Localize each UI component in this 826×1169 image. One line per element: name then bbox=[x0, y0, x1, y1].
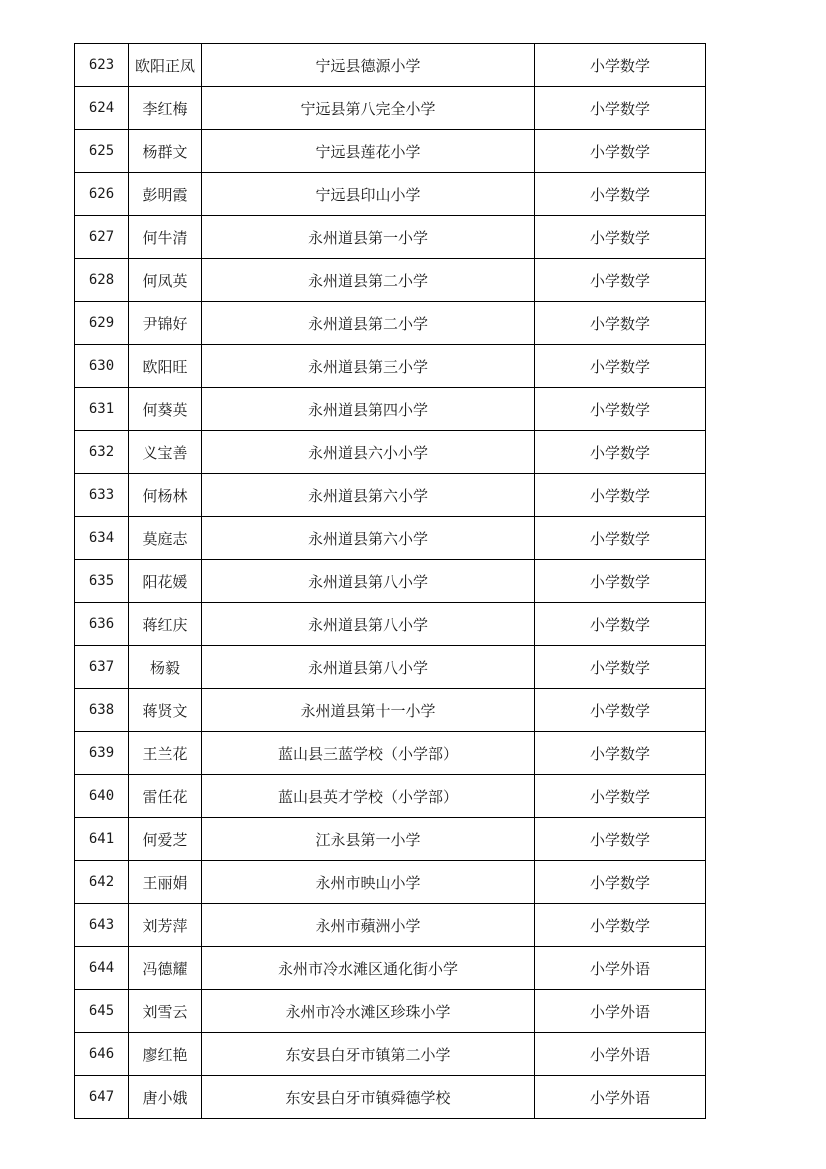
teacher-name-cell: 刘雪云 bbox=[129, 990, 202, 1033]
subject-cell: 小学数学 bbox=[535, 517, 706, 560]
teacher-name-cell: 何爱芝 bbox=[129, 818, 202, 861]
teacher-name-cell: 唐小娥 bbox=[129, 1076, 202, 1119]
subject-cell: 小学数学 bbox=[535, 431, 706, 474]
row-number-cell: 641 bbox=[75, 818, 129, 861]
school-name-cell: 永州道县第六小学 bbox=[202, 474, 535, 517]
roster-body bbox=[75, 44, 706, 1119]
table-row bbox=[75, 904, 706, 947]
row-number-cell: 625 bbox=[75, 130, 129, 173]
row-number-cell: 646 bbox=[75, 1033, 129, 1076]
subject-cell: 小学外语 bbox=[535, 1076, 706, 1119]
teacher-name-cell: 刘芳萍 bbox=[129, 904, 202, 947]
subject-cell: 小学数学 bbox=[535, 689, 706, 732]
subject-cell: 小学数学 bbox=[535, 560, 706, 603]
school-name-cell: 蓝山县英才学校（小学部） bbox=[202, 775, 535, 818]
teacher-name-cell: 雷任花 bbox=[129, 775, 202, 818]
subject-cell: 小学数学 bbox=[535, 474, 706, 517]
table-row bbox=[75, 388, 706, 431]
teacher-name-cell: 何杨林 bbox=[129, 474, 202, 517]
table-row bbox=[75, 517, 706, 560]
teacher-name-cell: 何牛清 bbox=[129, 216, 202, 259]
teacher-name-cell: 蒋红庆 bbox=[129, 603, 202, 646]
school-name-cell: 宁远县莲花小学 bbox=[202, 130, 535, 173]
school-name-cell: 东安县白牙市镇舜德学校 bbox=[202, 1076, 535, 1119]
table-row bbox=[75, 818, 706, 861]
teacher-name-cell: 义宝善 bbox=[129, 431, 202, 474]
table-row bbox=[75, 990, 706, 1033]
table-row bbox=[75, 302, 706, 345]
school-name-cell: 永州道县第八小学 bbox=[202, 646, 535, 689]
row-number-cell: 633 bbox=[75, 474, 129, 517]
subject-cell: 小学数学 bbox=[535, 173, 706, 216]
teacher-name-cell: 廖红艳 bbox=[129, 1033, 202, 1076]
teacher-name-cell: 彭明霞 bbox=[129, 173, 202, 216]
table-row bbox=[75, 1076, 706, 1119]
table-row bbox=[75, 732, 706, 775]
subject-cell: 小学数学 bbox=[535, 130, 706, 173]
row-number-cell: 643 bbox=[75, 904, 129, 947]
subject-cell: 小学数学 bbox=[535, 216, 706, 259]
table-row bbox=[75, 345, 706, 388]
school-name-cell: 永州道县第二小学 bbox=[202, 302, 535, 345]
table-row bbox=[75, 646, 706, 689]
row-number-cell: 645 bbox=[75, 990, 129, 1033]
row-number-cell: 624 bbox=[75, 87, 129, 130]
school-name-cell: 宁远县第八完全小学 bbox=[202, 87, 535, 130]
table-row bbox=[75, 173, 706, 216]
subject-cell: 小学数学 bbox=[535, 861, 706, 904]
row-number-cell: 642 bbox=[75, 861, 129, 904]
teacher-name-cell: 王丽娟 bbox=[129, 861, 202, 904]
school-name-cell: 永州道县第十一小学 bbox=[202, 689, 535, 732]
table-row bbox=[75, 87, 706, 130]
row-number-cell: 638 bbox=[75, 689, 129, 732]
row-number-cell: 623 bbox=[75, 44, 129, 87]
teacher-name-cell: 王兰花 bbox=[129, 732, 202, 775]
row-number-cell: 634 bbox=[75, 517, 129, 560]
teacher-name-cell: 杨群文 bbox=[129, 130, 202, 173]
table-row bbox=[75, 560, 706, 603]
subject-cell: 小学数学 bbox=[535, 775, 706, 818]
teacher-name-cell: 欧阳正凤 bbox=[129, 44, 202, 87]
subject-cell: 小学数学 bbox=[535, 259, 706, 302]
teacher-name-cell: 李红梅 bbox=[129, 87, 202, 130]
school-name-cell: 江永县第一小学 bbox=[202, 818, 535, 861]
teacher-name-cell: 何葵英 bbox=[129, 388, 202, 431]
school-name-cell: 永州市映山小学 bbox=[202, 861, 535, 904]
subject-cell: 小学外语 bbox=[535, 947, 706, 990]
school-name-cell: 永州道县第四小学 bbox=[202, 388, 535, 431]
school-name-cell: 宁远县德源小学 bbox=[202, 44, 535, 87]
teacher-name-cell: 莫庭志 bbox=[129, 517, 202, 560]
teacher-name-cell: 尹锦好 bbox=[129, 302, 202, 345]
subject-cell: 小学数学 bbox=[535, 44, 706, 87]
row-number-cell: 644 bbox=[75, 947, 129, 990]
row-number-cell: 628 bbox=[75, 259, 129, 302]
school-name-cell: 永州市冷水滩区通化街小学 bbox=[202, 947, 535, 990]
school-name-cell: 永州道县第一小学 bbox=[202, 216, 535, 259]
school-name-cell: 永州道县第二小学 bbox=[202, 259, 535, 302]
table-row bbox=[75, 861, 706, 904]
table-row bbox=[75, 431, 706, 474]
teacher-name-cell: 欧阳旺 bbox=[129, 345, 202, 388]
row-number-cell: 635 bbox=[75, 560, 129, 603]
row-number-cell: 631 bbox=[75, 388, 129, 431]
school-name-cell: 东安县白牙市镇第二小学 bbox=[202, 1033, 535, 1076]
subject-cell: 小学数学 bbox=[535, 603, 706, 646]
subject-cell: 小学外语 bbox=[535, 990, 706, 1033]
subject-cell: 小学数学 bbox=[535, 818, 706, 861]
row-number-cell: 632 bbox=[75, 431, 129, 474]
table-row bbox=[75, 689, 706, 732]
row-number-cell: 626 bbox=[75, 173, 129, 216]
teacher-name-cell: 杨毅 bbox=[129, 646, 202, 689]
roster-table bbox=[74, 43, 706, 1119]
school-name-cell: 永州道县第八小学 bbox=[202, 560, 535, 603]
table-row bbox=[75, 44, 706, 87]
table-row bbox=[75, 259, 706, 302]
school-name-cell: 永州市蘋洲小学 bbox=[202, 904, 535, 947]
subject-cell: 小学数学 bbox=[535, 646, 706, 689]
table-row bbox=[75, 947, 706, 990]
row-number-cell: 627 bbox=[75, 216, 129, 259]
table-row bbox=[75, 1033, 706, 1076]
row-number-cell: 637 bbox=[75, 646, 129, 689]
table-row bbox=[75, 130, 706, 173]
table-row bbox=[75, 216, 706, 259]
row-number-cell: 640 bbox=[75, 775, 129, 818]
row-number-cell: 629 bbox=[75, 302, 129, 345]
row-number-cell: 630 bbox=[75, 345, 129, 388]
school-name-cell: 永州道县第六小学 bbox=[202, 517, 535, 560]
table-row bbox=[75, 474, 706, 517]
table-row bbox=[75, 775, 706, 818]
school-name-cell: 永州道县第八小学 bbox=[202, 603, 535, 646]
school-name-cell: 永州道县第三小学 bbox=[202, 345, 535, 388]
subject-cell: 小学数学 bbox=[535, 87, 706, 130]
table-row bbox=[75, 603, 706, 646]
row-number-cell: 647 bbox=[75, 1076, 129, 1119]
subject-cell: 小学数学 bbox=[535, 732, 706, 775]
teacher-name-cell: 蒋贤文 bbox=[129, 689, 202, 732]
school-name-cell: 宁远县印山小学 bbox=[202, 173, 535, 216]
subject-cell: 小学数学 bbox=[535, 388, 706, 431]
teacher-name-cell: 何凤英 bbox=[129, 259, 202, 302]
teacher-name-cell: 冯德耀 bbox=[129, 947, 202, 990]
row-number-cell: 636 bbox=[75, 603, 129, 646]
subject-cell: 小学外语 bbox=[535, 1033, 706, 1076]
row-number-cell: 639 bbox=[75, 732, 129, 775]
subject-cell: 小学数学 bbox=[535, 302, 706, 345]
school-name-cell: 蓝山县三蓝学校（小学部） bbox=[202, 732, 535, 775]
teacher-name-cell: 阳花媛 bbox=[129, 560, 202, 603]
subject-cell: 小学数学 bbox=[535, 904, 706, 947]
subject-cell: 小学数学 bbox=[535, 345, 706, 388]
school-name-cell: 永州道县六小小学 bbox=[202, 431, 535, 474]
school-name-cell: 永州市冷水滩区珍珠小学 bbox=[202, 990, 535, 1033]
